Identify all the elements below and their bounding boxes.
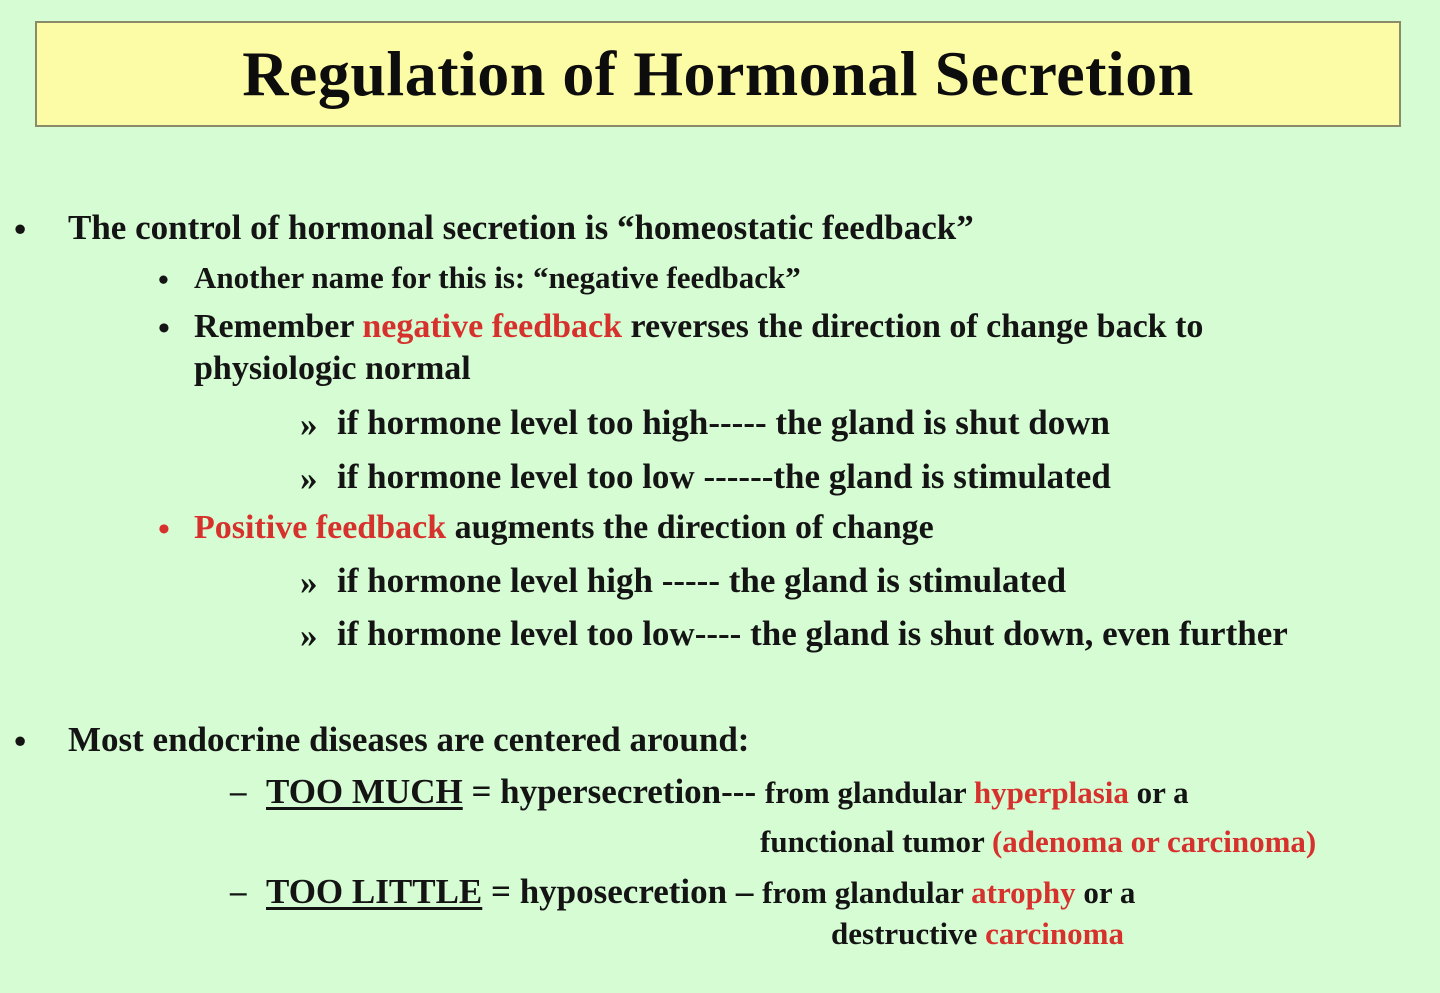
hyperplasia-highlight: hyperplasia <box>973 775 1129 810</box>
too-little-line2 <box>831 916 1124 952</box>
adenoma-carcinoma-highlight: (adenoma or carcinoma) <box>991 824 1317 859</box>
point-homeostatic-feedback: The control of hormonal secretion is “homeostatic feedback” <box>68 208 974 247</box>
too-much-term: TOO MUCH <box>266 772 463 811</box>
point-1b-before: Remember <box>194 308 363 345</box>
bullet-point-1a: • <box>158 262 169 297</box>
carcinoma-highlight: carcinoma <box>985 916 1124 951</box>
raquo-1c-ii: » <box>300 616 318 655</box>
point-1c-after: augments the direction of change <box>446 509 934 546</box>
too-much-after: or a <box>1128 775 1189 810</box>
point-1b-after: reverses the direction of change back to <box>622 308 1204 345</box>
point-negative-feedback-name: Another name for this is: “negative feedback” <box>194 260 801 295</box>
too-much-line2-text: functional tumor <box>760 824 992 859</box>
raquo-1b-ii: » <box>300 459 318 498</box>
bullet-point-1: • <box>14 210 27 249</box>
negative-feedback-highlight: negative feedback <box>362 308 623 345</box>
point-level-high-stimulated: if hormone level high ----- the gland is stimulated <box>337 561 1067 600</box>
too-little-from: from glandular <box>762 875 972 910</box>
too-much-mid: = hypersecretion--- <box>462 772 765 811</box>
point-too-little <box>266 872 1135 912</box>
raquo-1b-i: » <box>300 405 318 444</box>
dash-too-much: – <box>230 774 247 810</box>
point-1b-line2: physiologic normal <box>194 350 471 387</box>
too-little-term: TOO LITTLE <box>266 872 483 911</box>
point-remember-negative-feedback <box>194 308 1203 346</box>
point-too-much <box>266 772 1189 812</box>
too-little-line2-text: destructive <box>831 916 986 951</box>
title-box <box>35 21 1401 127</box>
too-much-line2 <box>760 824 1316 860</box>
dash-too-little: – <box>230 874 247 910</box>
point-level-too-low: if hormone level too low ------the gland is stimulated <box>337 457 1111 496</box>
slide-title: Regulation of Hormonal Secretion <box>242 38 1194 109</box>
positive-feedback-highlight: Positive feedback <box>194 509 447 546</box>
point-level-too-high: if hormone level too high----- the gland is shut down <box>337 403 1110 442</box>
bullet-point-1c: • <box>158 511 170 548</box>
too-little-after: or a <box>1075 875 1136 910</box>
bullet-point-2: • <box>14 722 27 761</box>
raquo-1c-i: » <box>300 563 318 602</box>
too-much-from: from glandular <box>764 775 974 810</box>
too-little-mid: = hyposecretion – <box>482 872 763 911</box>
point-level-low-shut-down: if hormone level too low---- the gland is shut down, even further <box>337 614 1288 653</box>
atrophy-highlight: atrophy <box>971 875 1076 910</box>
point-endocrine-diseases: Most endocrine diseases are centered around: <box>68 720 750 759</box>
bullet-point-1b: • <box>158 310 170 347</box>
point-positive-feedback <box>194 509 934 547</box>
